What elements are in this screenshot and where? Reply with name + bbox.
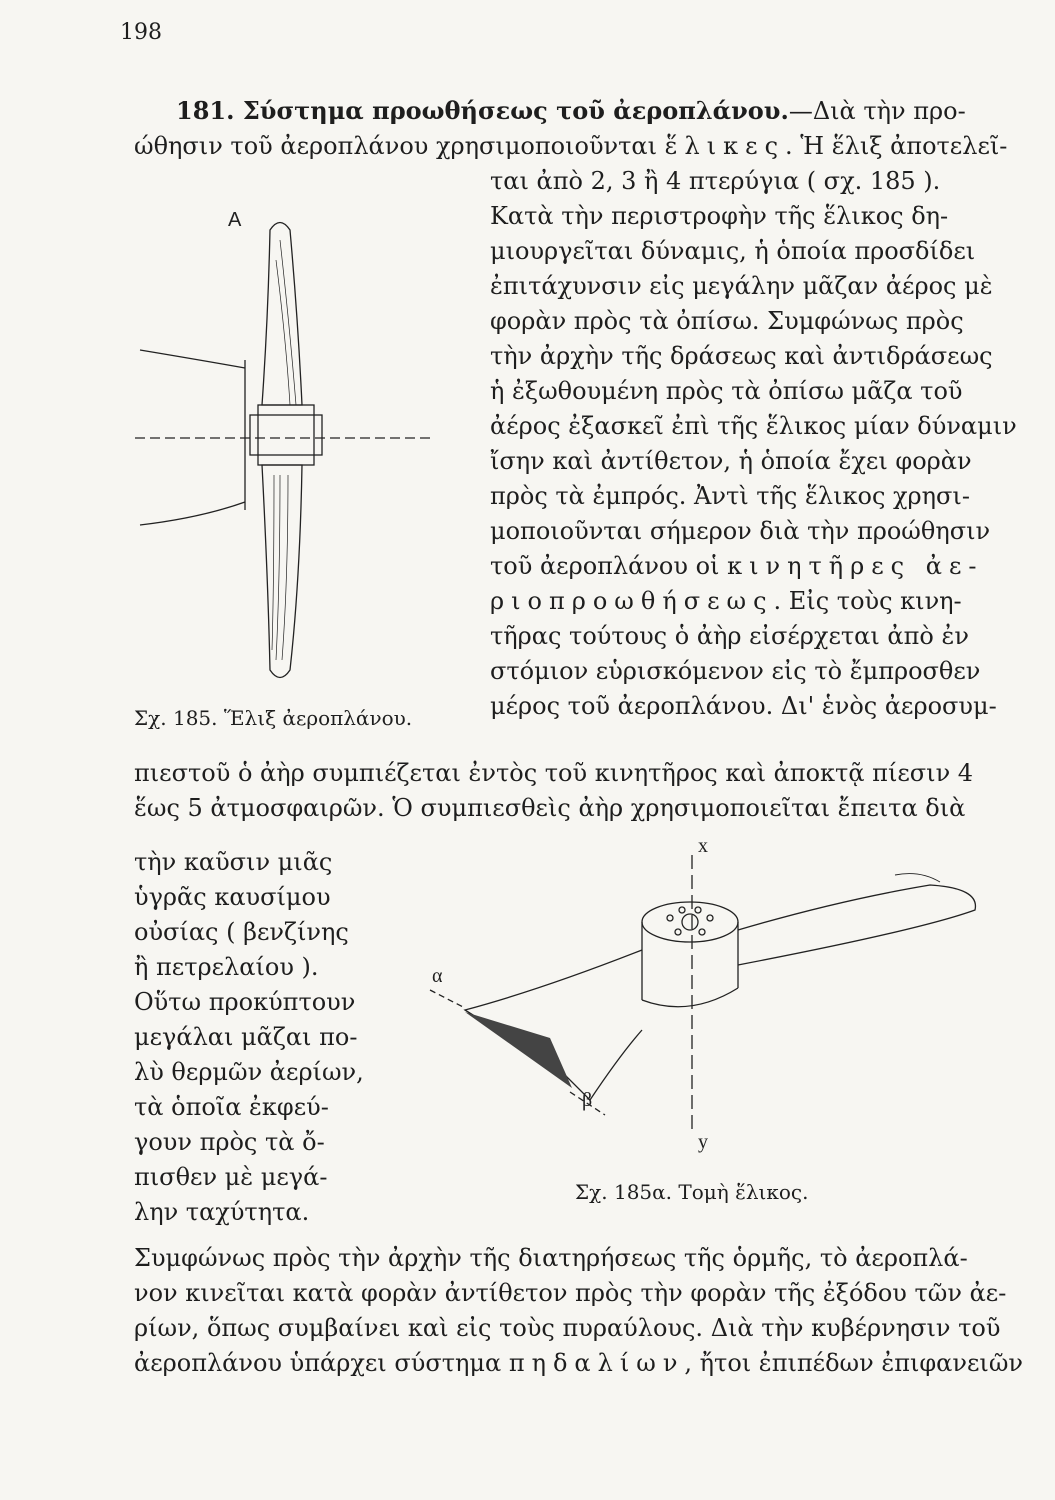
- text-line: λὺ θερμῶν ἀερίων,: [134, 1058, 364, 1086]
- text-line: μιουργεῖται δύναμις, ἡ ὁποία προσδίδει: [490, 237, 976, 265]
- figure-185-caption: Σχ. 185. Ἕλιξ ἀεροπλάνου.: [134, 706, 413, 730]
- text-line: ἀέρος ἐξασκεῖ ἐπὶ τῆς ἕλικος μίαν δύναμιν: [490, 412, 1017, 440]
- figure-propeller: [130, 200, 450, 700]
- emphasis-term: πηδαλίων: [508, 1349, 685, 1377]
- text-line: τοῦ ἀεροπλάνου οἱ κινητῆρες ἀε-: [490, 552, 984, 580]
- section-label-alpha: α: [432, 965, 443, 987]
- text-line: πισθεν μὲ μεγά-: [134, 1163, 328, 1191]
- emphasis-term: κινητῆρες ἀε-: [727, 552, 984, 580]
- figure-propeller-section: [420, 830, 980, 1160]
- text-line: τὴν ἀρχὴν τῆς δράσεως καὶ ἀντιδράσεως: [490, 342, 993, 370]
- text-line: νον κινεῖται κατὰ φορὰν ἀντίθετον πρὸς τὴν φορὰν τῆς ἐξόδου τῶν ἀε-: [134, 1279, 1007, 1307]
- text-line: ἕως 5 ἀτμοσφαιρῶν. Ὁ συμπιεσθεὶς ἀὴρ χρησιμοποιεῖται ἔπειτα διὰ: [134, 794, 966, 822]
- text-line: λην ταχύτητα.: [134, 1198, 310, 1226]
- axis-label-y: y: [698, 1131, 708, 1153]
- axis-label-x: x: [698, 835, 708, 857]
- text-line: —Διὰ τὴν προ-: [788, 97, 966, 125]
- text-line: ώθησιν τοῦ ἀεροπλάνου χρησιμοποιοῦνται ἕλικες. Ἡ ἕλιξ ἀποτελεῖ-: [134, 132, 1008, 160]
- text-line: ἐπιτάχυνσιν εἰς μεγάλην μᾶζαν ἀέρος μὲ: [490, 272, 993, 300]
- emphasis-term: ριοπροωθήσεως: [490, 587, 774, 615]
- figure-185a-caption: Σχ. 185α. Τομὴ ἕλικος.: [575, 1180, 809, 1204]
- text-line: στόμιον εὑρισκόμενον εἰς τὸ ἔμπροσθεν: [490, 657, 981, 685]
- text-line: ἢ πετρελαίου ).: [134, 953, 319, 981]
- text-line: ἀεροπλάνου ὑπάρχει σύστημα πηδαλίων, ἤτοι ἐπιπέδων ἐπιφανειῶν: [134, 1349, 1023, 1377]
- section-number: 181: [176, 96, 227, 125]
- text-line: ριοπροωθήσεως. Εἰς τοὺς κινη-: [490, 587, 962, 615]
- text-line: ὑγρᾶς καυσίμου: [134, 883, 331, 911]
- figure-label-a: A: [228, 209, 242, 231]
- text-line: Κατὰ τὴν περιστροφὴν τῆς ἕλικος δη-: [490, 202, 949, 230]
- text-line: ται ἀπὸ 2, 3 ἢ 4 πτερύγια ( σχ. 185 ).: [490, 167, 941, 195]
- section-label-beta: β: [582, 1089, 593, 1111]
- page-number: 198: [120, 20, 162, 45]
- text-line: φορὰν πρὸς τὰ ὀπίσω. Συμφώνως πρὸς: [490, 307, 964, 335]
- text-line: μεγάλαι μᾶζαι πο-: [134, 1023, 358, 1051]
- text-line: Συμφώνως πρὸς τὴν ἀρχὴν τῆς διατηρήσεως τῆς ὁρμῆς, τὸ ἀεροπλά-: [134, 1244, 968, 1272]
- text-line: γουν πρὸς τὰ ὄ-: [134, 1128, 325, 1156]
- text-line: μέρος τοῦ ἀεροπλάνου. Δι' ἑνὸς ἀεροσυμ-: [490, 692, 997, 720]
- text-line: μοποιοῦνται σήμερον διὰ τὴν προώθησιν: [490, 517, 991, 545]
- text-line: ἡ ἐξωθουμένη πρὸς τὰ ὀπίσω μᾶζα τοῦ: [490, 377, 963, 405]
- text-line: τὰ ὁποῖα ἐκφεύ-: [134, 1093, 329, 1121]
- emphasis-term: ἕλικες: [664, 132, 786, 160]
- text-line: τὴν καῦσιν μιᾶς: [134, 848, 333, 876]
- section-heading-line: 181. Σύστημα προωθήσεως τοῦ ἀεροπλάνου.—Διὰ τὴν προ-: [176, 96, 966, 125]
- section-title: Σύστημα προωθήσεως τοῦ ἀεροπλάνου.: [242, 96, 789, 125]
- text-line: ἴσην καὶ ἀντίθετον, ἡ ὁποία ἔχει φορὰν: [490, 447, 972, 475]
- text-line: πιεστοῦ ὁ ἀὴρ συμπιέζεται ἐντὸς τοῦ κινητῆρος καὶ ἀποκτᾷ πίεσιν 4: [134, 759, 974, 787]
- text-line: οὐσίας ( βενζίνης: [134, 918, 349, 946]
- text-line: ρίων, ὅπως συμβαίνει καὶ εἰς τοὺς πυραύλους. Διὰ τὴν κυβέρνησιν τοῦ: [134, 1314, 1001, 1342]
- text-line: Οὕτω προκύπτουν: [134, 988, 356, 1016]
- text-line: τῆρας τούτους ὁ ἀὴρ εἰσέρχεται ἀπὸ ἐν: [490, 622, 969, 650]
- text-line: πρὸς τὰ ἐμπρός. Ἀντὶ τῆς ἕλικος χρησι-: [490, 482, 970, 510]
